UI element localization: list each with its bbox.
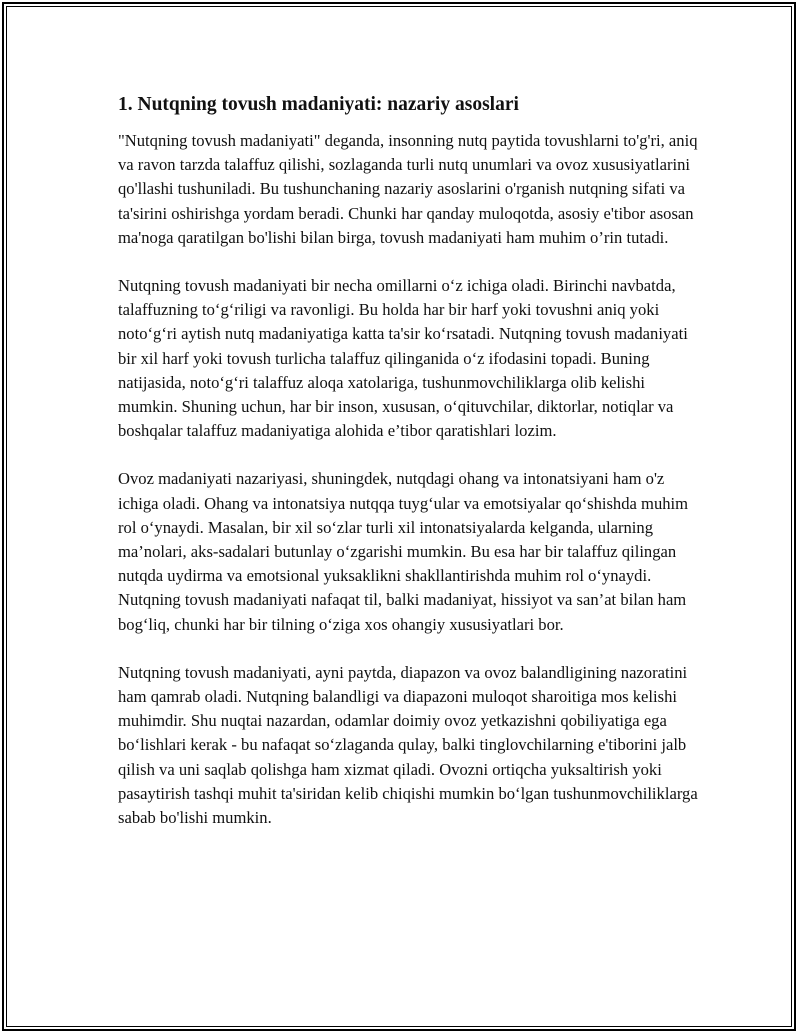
section-heading: 1. Nutqning tovush madaniyati: nazariy asoslari <box>118 94 519 115</box>
paragraph-1: "Nutqning tovush madaniyati" deganda, insonning nutq paytida tovushlarni to'g'ri, aniq va ravon tarzda talaffuz qilishi, sozlaganda turli nutq unumlari va ovoz xususiyatlarini qo'llashi tushuniladi. Bu tushunchaning nazariy asoslarini o'rganish nutqning sifati va ta'sirini oshirishga yordam beradi. Chunki har qanday muloqotda, asosiy e'tibor asosan ma'noga qaratilgan bo'lishi bilan birga, tovush madaniyati ham muhim o’rin tutadi. <box>118 131 698 247</box>
paragraph-4: Nutqning tovush madaniyati, ayni paytda, diapazon va ovoz balandligining nazoratini ham qamrab oladi. Nutqning balandligi va diapazoni muloqot sharoitiga mos kelishi muhimdir. Shu nuqtai nazardan, odamlar doimiy ovoz yetkazishni qobiliyatiga ega bo‘lishlari kerak - bu nafaqat so‘zlaganda qulay, balki tinglovchilarning e'tiborini jalb qilish va uni saqlab qolishga ham xizmat qiladi. Ovozni ortiqcha yuksaltirish yoki pasaytirish tashqi muhit ta'siridan kelib chiqishi mumkin bo‘lgan tushunmovchiliklarga sabab bo'lishi mumkin. <box>118 662 698 828</box>
paragraph-3: Ovoz madaniyati nazariyasi, shuningdek, nutqdagi ohang va intonatsiyani ham o'z ichiga oladi. Ohang va intonatsiya nutqqa tuyg‘ular va emotsiyalar qo‘shishda muhim rol o‘ynaydi. Masalan, bir xil so‘zlar turli xil intonatsiyalarda kelganda, ularning ma’nolari, aks-sadalari butunlay o‘zgarishi mumkin. Bu esa har bir talaffuz qilingan nutqda uydirma va emotsional yuksaklikni shakllantirishda muhim rol o‘ynaydi. Nutqning tovush madaniyati nafaqat til, balki madaniyat, hissiyot va san’at bilan ham bog‘liq, chunki har bir tilning o‘ziga xos ohangiy xususiyatlari bor. <box>118 469 689 634</box>
paragraph-2: Nutqning tovush madaniyati bir necha omillarni o‘z ichiga oladi. Birinchi navbatda, talaffuzning to‘g‘riligi va ravonligi. Bu holda har bir harf yoki tovushni aniq yoki noto‘g‘ri aytish nutq madaniyatiga katta ta'sir ko‘rsatadi. Nutqning tovush madaniyati bir xil harf yoki tovush turlicha talaffuz qilinganida o‘z ifodasini topadi. Buning natijasida, noto‘g‘ri talaffuz aloqa xatolariga, tushunmovchiliklarga olib kelishi mumkin. Shuning uchun, har bir inson, xususan, o‘qituvchilar, diktorlar, notiqlar va boshqalar talaffuz madaniyatiga alohida e’tibor qaratishlari lozim. <box>118 276 688 441</box>
document-body <box>118 92 698 854</box>
